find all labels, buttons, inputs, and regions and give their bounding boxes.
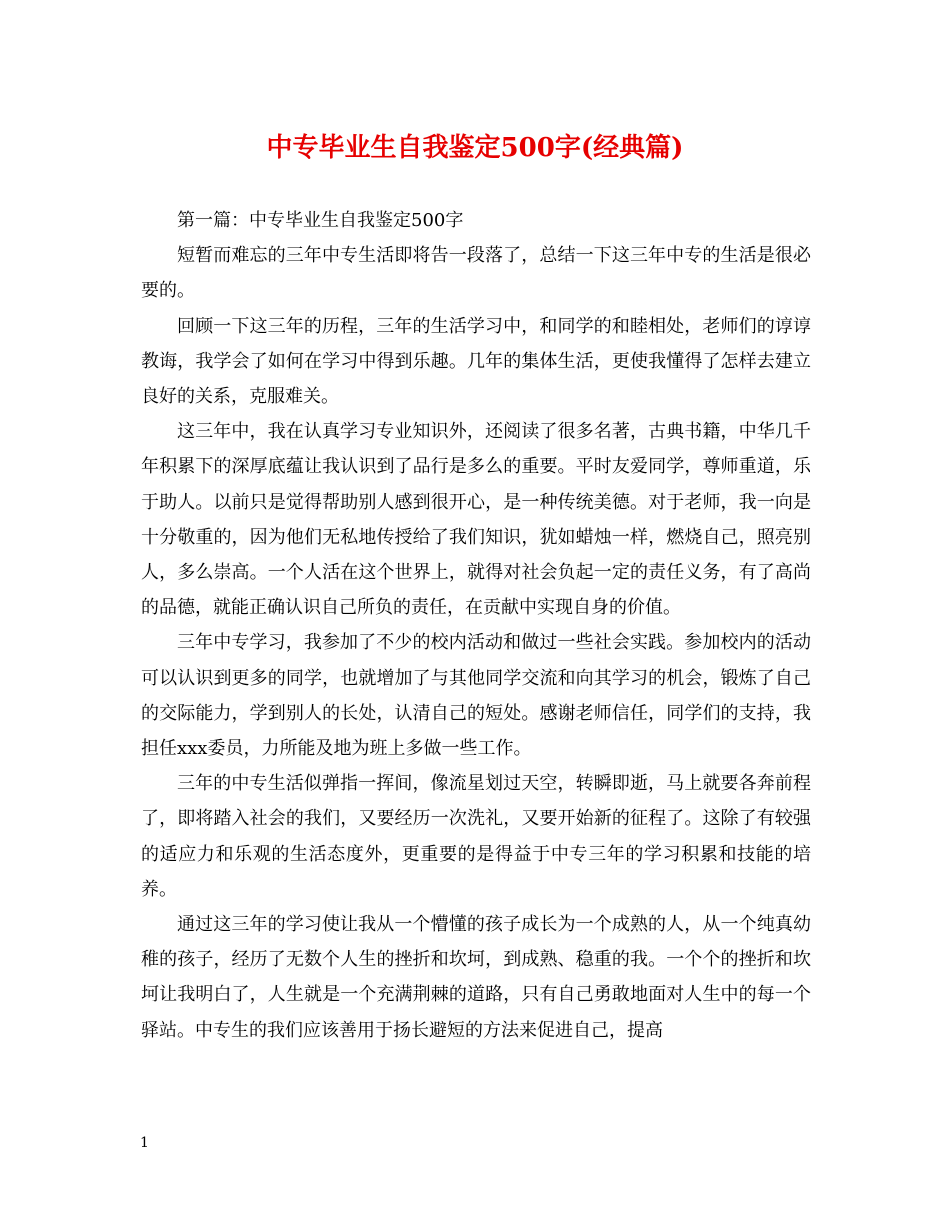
document-title: 中专毕业生自我鉴定500字(经典篇) [266, 133, 684, 163]
paragraph: 短暂而难忘的三年中专生活即将告一段落了，总结一下这三年中专的生活是很必要的。 [141, 245, 811, 302]
paragraph: 三年中专学习，我参加了不少的校内活动和做过一些社会实践。参加校内的活动可以认识到更多的同学，也就增加了与其他同学交流和向其学习的机会，锻炼了自己的交际能力，学到别人的长处，认清自己的短处。感谢老师信任，同学们的支持，我担任xxx委员，力所能及地为班上多做一些工作。 [141, 632, 811, 760]
paragraph: 三年的中专生活似弹指一挥间，像流星划过天空，转瞬即逝，马上就要各奔前程了，即将踏入社会的我们，又要经历一次洗礼，又要开始新的征程了。这除了有较强的适应力和乐观的生活态度外，更重要的是得益于中专三年的学习积累和技能的培养。 [141, 773, 811, 900]
paragraph: 回顾一下这三年的历程，三年的生活学习中，和同学的和睦相处，老师们的谆谆教诲，我学会了如何在学习中得到乐趣。几年的集体生活，更使我懂得了怎样去建立良好的关系，克服难关。 [141, 315, 811, 408]
paragraph: 通过这三年的学习使让我从一个懵懂的孩子成长为一个成熟的人，从一个纯真幼稚的孩子，经历了无数个人生的挫折和坎坷，到成熟、稳重的我。一个个的挫折和坎坷让我明白了，人生就是一个充满荆棘的道路，只有自己勇敢地面对人生中的每一个驿站。中专生的我们应该善用于扬长避短的方法来促进自己，提高 [141, 914, 811, 1041]
paragraph: 这三年中，我在认真学习专业知识外，还阅读了很多名著，古典书籍，中华几千年积累下的深厚底蕴让我认识到了品行是多么的重要。平时友爱同学，尊师重道，乐于助人。以前只是觉得帮助别人感到很开心，是一种传统美德。对于老师，我一向是十分敬重的，因为他们无私地传授给了我们知识，犹如蜡烛一样，燃烧自己，照亮别人，多么崇高。一个人活在这个世界上，就得对社会负起一定的责任义务，有了高尚的品德，就能正确认识自己所负的责任，在贡献中实现自身的价值。 [141, 421, 811, 619]
document-body [141, 203, 811, 1048]
paragraph-section-heading: 第一篇：中专毕业生自我鉴定500字 [177, 210, 464, 231]
page-number: 1 [140, 1135, 149, 1151]
